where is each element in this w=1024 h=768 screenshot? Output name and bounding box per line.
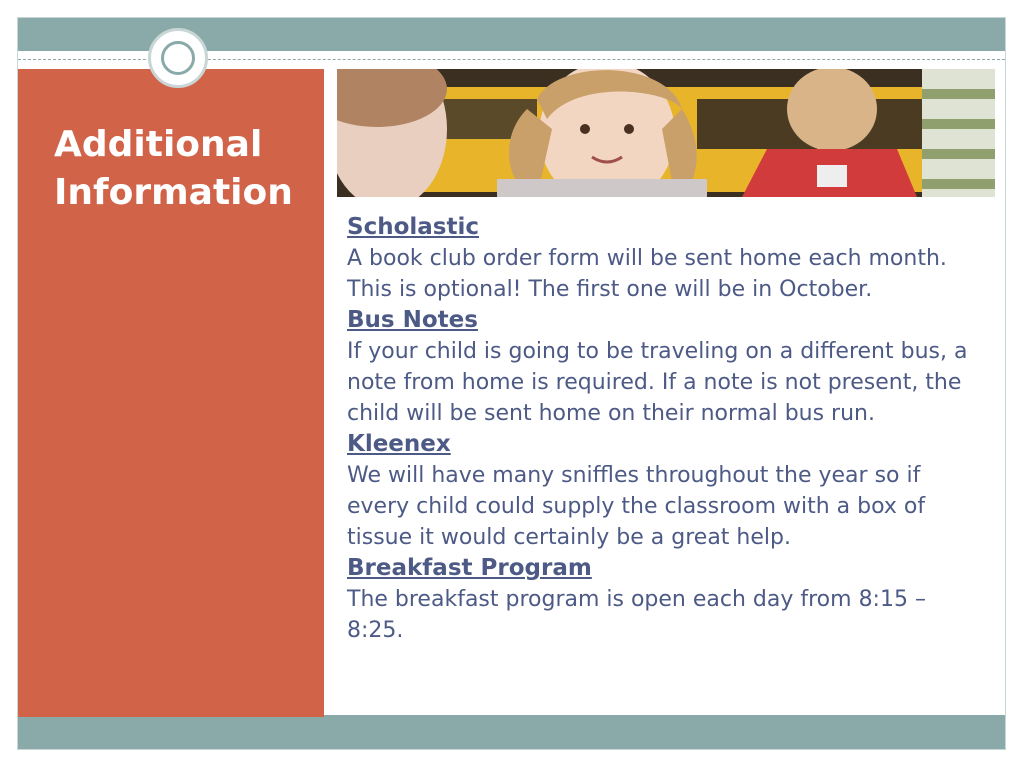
section-bus-notes (347, 305, 987, 429)
children-school-bus-photo (337, 69, 995, 197)
content-area (347, 212, 987, 646)
slide (17, 17, 1006, 750)
slide-title: Additional Information (54, 124, 293, 213)
section-heading: Bus Notes (347, 307, 478, 333)
section-body: If your child is going to be traveling on a different bus, a note from home is required. If a note is not present, the child will be sent home on their normal bus run. (347, 339, 968, 426)
section-heading: Kleenex (347, 431, 451, 457)
section-scholastic (347, 212, 987, 305)
bottom-band (18, 715, 1005, 749)
section-body: A book club order form will be sent home each month. This is optional! The first one will be in October. (347, 246, 947, 302)
section-kleenex (347, 429, 987, 553)
photo-illustration (337, 69, 995, 197)
section-body: We will have many sniffles throughout the year so if every child could supply the classroom with a box of tissue it would certainly be a great help. (347, 463, 926, 550)
side-panel (18, 69, 324, 717)
section-heading: Scholastic (347, 214, 479, 240)
section-heading: Breakfast Program (347, 555, 592, 581)
circle-ornament-icon (148, 28, 208, 88)
ring-icon (161, 41, 195, 75)
section-breakfast-program (347, 553, 987, 646)
section-body: The breakfast program is open each day from 8:15 – 8:25. (347, 587, 926, 643)
